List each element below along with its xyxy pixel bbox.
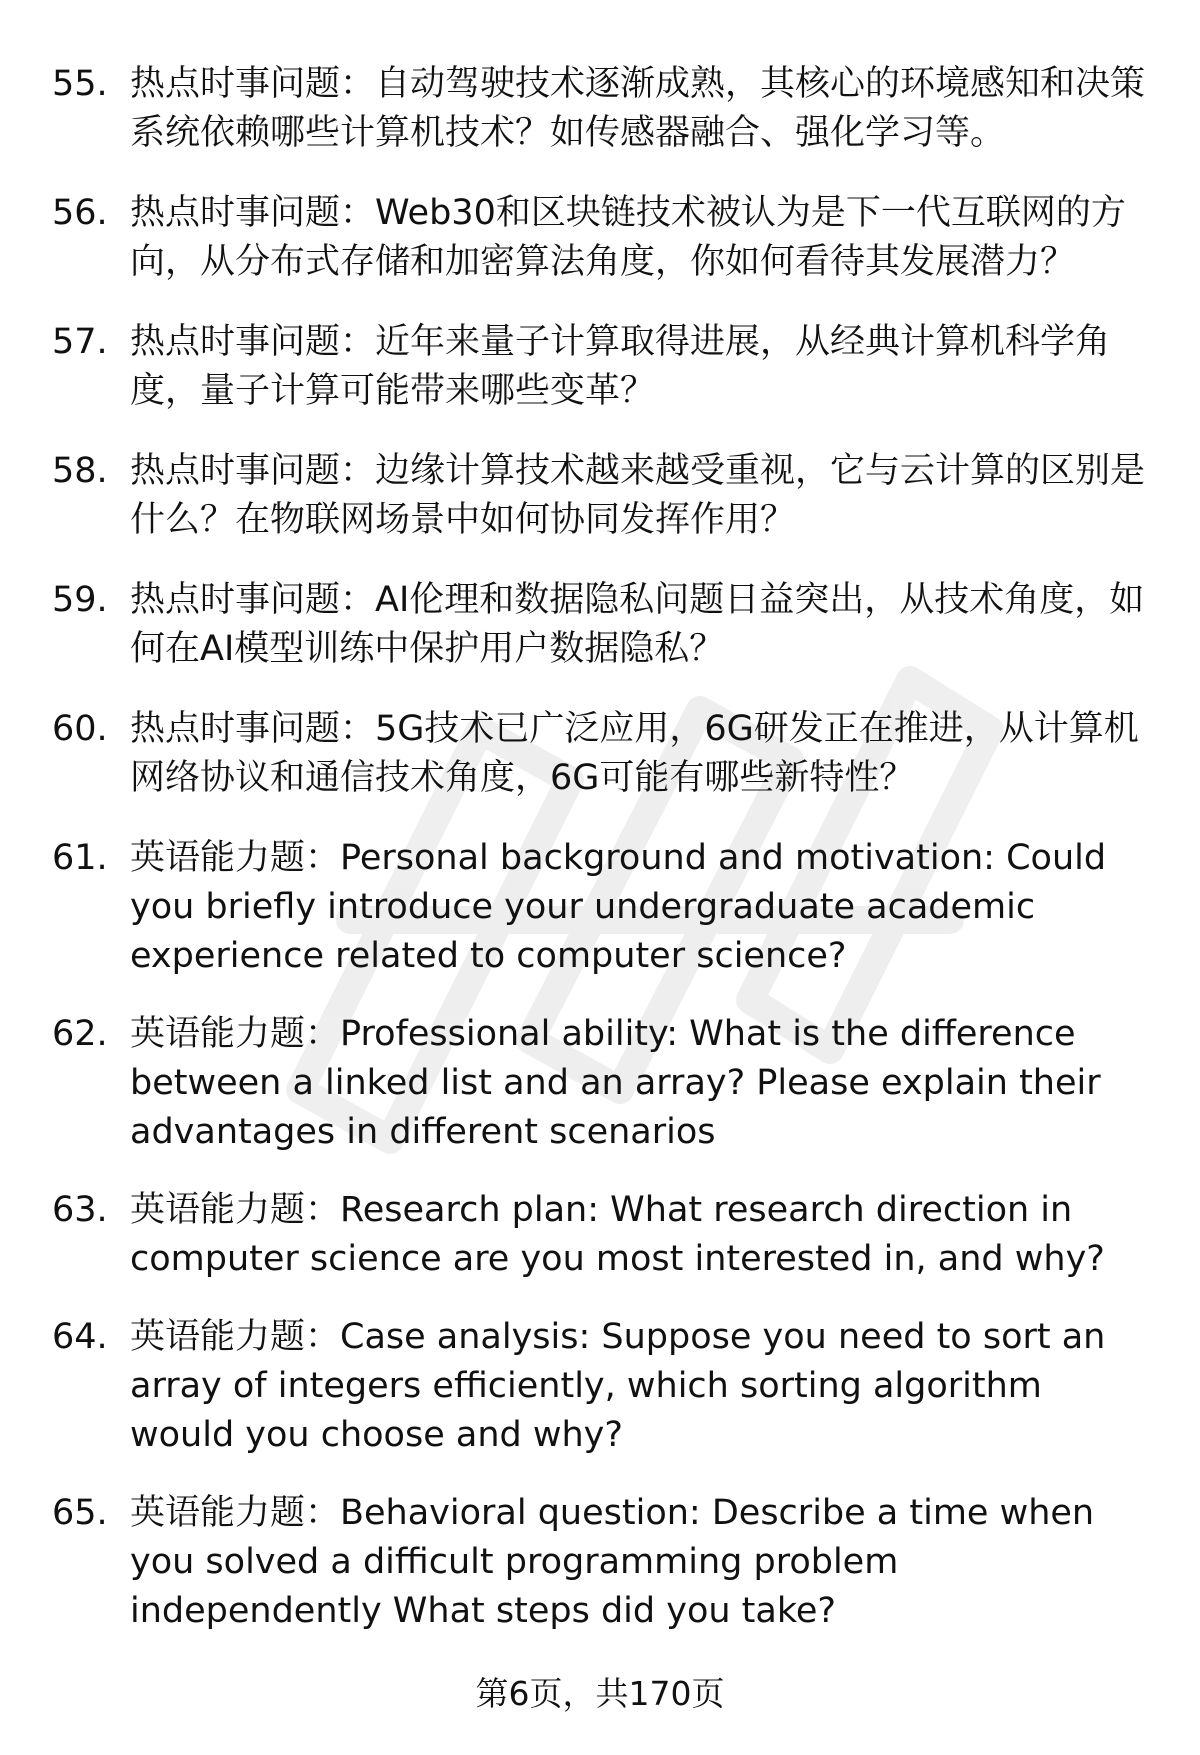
question-number: 61. bbox=[52, 838, 108, 878]
question-item-58 bbox=[0, 447, 1200, 545]
question-item-56 bbox=[0, 189, 1200, 287]
question-number: 65. bbox=[52, 1493, 108, 1533]
question-text: 英语能力题：Research plan: What research direction in computer science are you most interested in, and why? bbox=[130, 1190, 1105, 1279]
question-number: 60. bbox=[52, 709, 108, 749]
question-text: 热点时事问题：Web30和区块链技术被认为是下一代互联网的方向，从分布式存储和加密算法角度，你如何看待其发展潜力？ bbox=[130, 193, 1126, 282]
question-text: 热点时事问题：近年来量子计算取得进展，从经典计算机科学角度，量子计算可能带来哪些变革？ bbox=[130, 322, 1111, 411]
question-text: 热点时事问题：AI伦理和数据隐私问题日益突出，从技术角度，如何在AI模型训练中保护用户数据隐私？ bbox=[130, 580, 1145, 669]
question-item-60 bbox=[0, 705, 1200, 803]
question-text: 英语能力题：Case analysis: Suppose you need to sort an array of integers efficiently, which sorting algorithm would you choose and why? bbox=[130, 1317, 1106, 1455]
question-number: 55. bbox=[52, 64, 108, 104]
page-number-footer: 第6页，共170页 bbox=[475, 1674, 725, 1713]
question-item-64 bbox=[0, 1313, 1200, 1460]
question-text: 热点时事问题：自动驾驶技术逐渐成熟，其核心的环境感知和决策系统依赖哪些计算机技术？如传感器融合、强化学习等。 bbox=[130, 64, 1146, 153]
question-text: 英语能力题：Professional ability: What is the difference between a linked list and an array? Please explain their advantages in different scenarios bbox=[130, 1014, 1101, 1152]
question-number: 56. bbox=[52, 193, 108, 233]
question-item-65 bbox=[0, 1489, 1200, 1636]
question-number: 62. bbox=[52, 1014, 108, 1054]
question-item-59 bbox=[0, 576, 1200, 674]
question-text: 热点时事问题：边缘计算技术越来越受重视，它与云计算的区别是什么？在物联网场景中如何协同发挥作用？ bbox=[130, 451, 1146, 540]
question-number: 64. bbox=[52, 1317, 108, 1357]
question-number: 57. bbox=[52, 322, 108, 362]
question-item-63 bbox=[0, 1186, 1200, 1284]
question-number: 58. bbox=[52, 451, 108, 491]
question-item-61 bbox=[0, 834, 1200, 981]
question-list bbox=[0, 60, 1200, 1665]
question-number: 59. bbox=[52, 580, 108, 620]
question-text: 英语能力题：Personal background and motivation: Could you briefly introduce your undergraduate academic experience related to computer science? bbox=[130, 838, 1107, 976]
question-item-57 bbox=[0, 318, 1200, 416]
question-item-62 bbox=[0, 1010, 1200, 1157]
question-number: 63. bbox=[52, 1190, 108, 1230]
question-item-55 bbox=[0, 60, 1200, 158]
question-text: 热点时事问题：5G技术已广泛应用，6G研发正在推进，从计算机网络协议和通信技术角度，6G可能有哪些新特性？ bbox=[130, 709, 1139, 798]
question-text: 英语能力题：Behavioral question: Describe a time when you solved a difficult programming problem independently What steps did you take? bbox=[130, 1493, 1095, 1631]
